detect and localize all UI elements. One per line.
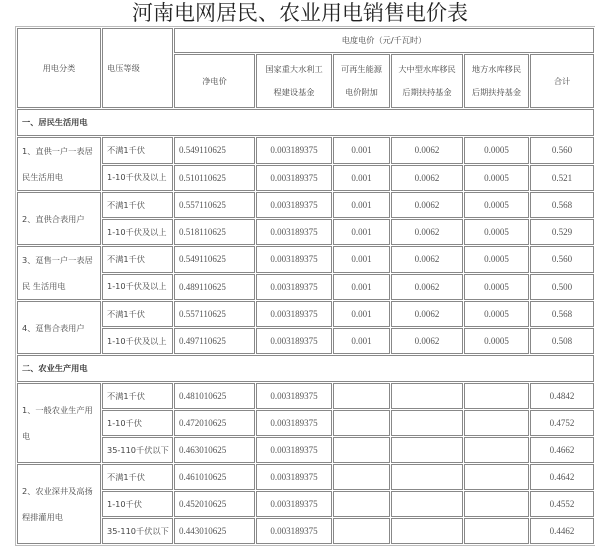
local-reservoir-cell: 0.0005	[464, 192, 529, 218]
renewable-cell: 0.001	[333, 328, 390, 354]
renewable-cell: 0.001	[333, 165, 390, 192]
renewable-cell	[333, 491, 390, 517]
table-row	[17, 410, 594, 436]
net-price-cell: 0.489110625	[174, 274, 255, 301]
water-fund-cell: 0.003189375	[256, 383, 332, 409]
category-cell: 1、直供一户一表居民生活用电	[17, 137, 101, 191]
table-row	[17, 246, 594, 273]
table-row	[17, 464, 594, 490]
section-label: 一、居民生活用电	[17, 109, 594, 136]
large-reservoir-cell: 0.0062	[391, 219, 463, 245]
renewable-cell: 0.001	[333, 137, 390, 164]
large-reservoir-cell: 0.0062	[391, 192, 463, 218]
header-local-reservoir: 地方水库移民 后期扶持基金	[464, 54, 529, 108]
category-cell: 1、一般农业生产用电	[17, 383, 101, 463]
large-reservoir-cell: 0.0062	[391, 328, 463, 354]
local-reservoir-cell	[464, 383, 529, 409]
net-price-cell: 0.510110625	[174, 165, 255, 192]
large-reservoir-cell: 0.0062	[391, 246, 463, 273]
header-renewable: 可再生能源 电价附加	[333, 54, 390, 108]
renewable-cell: 0.001	[333, 192, 390, 218]
local-reservoir-cell: 0.0005	[464, 301, 529, 327]
table-row	[17, 137, 594, 164]
large-reservoir-cell	[391, 410, 463, 436]
water-fund-cell: 0.003189375	[256, 491, 332, 517]
page-title: 河南电网居民、农业用电销售电价表	[132, 1, 468, 25]
table-row	[17, 219, 594, 245]
water-fund-cell: 0.003189375	[256, 464, 332, 490]
renewable-cell	[333, 410, 390, 436]
large-reservoir-cell	[391, 518, 463, 544]
voltage-cell: 不满1千伏	[102, 383, 173, 409]
table-row	[17, 274, 594, 301]
renewable-cell: 0.001	[333, 301, 390, 327]
header-group-price: 电度电价（元/千瓦时）	[174, 28, 594, 53]
total-cell: 0.4662	[530, 437, 594, 463]
table-row	[17, 437, 594, 463]
header-total: 合计	[530, 54, 594, 108]
voltage-cell: 不满1千伏	[102, 192, 173, 218]
net-price-cell: 0.472010625	[174, 410, 255, 436]
net-price-cell: 0.549110625	[174, 246, 255, 273]
net-price-cell: 0.481010625	[174, 383, 255, 409]
voltage-cell: 不满1千伏	[102, 301, 173, 327]
voltage-cell: 1-10千伏	[102, 410, 173, 436]
large-reservoir-cell: 0.0062	[391, 274, 463, 301]
local-reservoir-cell	[464, 464, 529, 490]
large-reservoir-cell: 0.0062	[391, 137, 463, 164]
category-cell: 3、趸售一户一表居民 生活用电	[17, 246, 101, 300]
section-row	[17, 355, 594, 382]
net-price-cell: 0.461010625	[174, 464, 255, 490]
water-fund-cell: 0.003189375	[256, 219, 332, 245]
renewable-cell	[333, 518, 390, 544]
section-label: 二、农业生产用电	[17, 355, 594, 382]
table-row	[17, 518, 594, 544]
header-voltage: 电压等级	[102, 28, 173, 108]
table-row	[17, 383, 594, 409]
total-cell: 0.508	[530, 328, 594, 354]
renewable-cell: 0.001	[333, 274, 390, 301]
header-row-1	[17, 28, 594, 53]
large-reservoir-cell	[391, 383, 463, 409]
voltage-cell: 不满1千伏	[102, 246, 173, 273]
large-reservoir-cell	[391, 464, 463, 490]
net-price-cell: 0.518110625	[174, 219, 255, 245]
table-row	[17, 491, 594, 517]
net-price-cell: 0.557110625	[174, 192, 255, 218]
total-cell: 0.4642	[530, 464, 594, 490]
table-row	[17, 301, 594, 327]
local-reservoir-cell	[464, 491, 529, 517]
price-table	[16, 27, 595, 545]
water-fund-cell: 0.003189375	[256, 192, 332, 218]
header-category: 用电分类	[17, 28, 101, 108]
net-price-cell: 0.452010625	[174, 491, 255, 517]
table-row	[17, 328, 594, 354]
local-reservoir-cell: 0.0005	[464, 137, 529, 164]
category-cell: 2、直供合表用户	[17, 192, 101, 245]
header-large-reservoir: 大中型水库移民 后期扶持基金	[391, 54, 463, 108]
voltage-cell: 35-110千伏以下	[102, 437, 173, 463]
water-fund-cell: 0.003189375	[256, 410, 332, 436]
total-cell: 0.4752	[530, 410, 594, 436]
total-cell: 0.560	[530, 246, 594, 273]
local-reservoir-cell: 0.0005	[464, 328, 529, 354]
category-cell: 4、趸售合表用户	[17, 301, 101, 354]
voltage-cell: 1-10千伏	[102, 491, 173, 517]
voltage-cell: 35-110千伏以下	[102, 518, 173, 544]
header-net-price: 净电价	[174, 54, 255, 108]
water-fund-cell: 0.003189375	[256, 518, 332, 544]
total-cell: 0.500	[530, 274, 594, 301]
water-fund-cell: 0.003189375	[256, 246, 332, 273]
voltage-cell: 1-10千伏及以上	[102, 328, 173, 354]
local-reservoir-cell	[464, 518, 529, 544]
local-reservoir-cell: 0.0005	[464, 165, 529, 192]
net-price-cell: 0.443010625	[174, 518, 255, 544]
voltage-cell: 1-10千伏及以上	[102, 165, 173, 192]
total-cell: 0.4462	[530, 518, 594, 544]
total-cell: 0.529	[530, 219, 594, 245]
water-fund-cell: 0.003189375	[256, 137, 332, 164]
total-cell: 0.4842	[530, 383, 594, 409]
renewable-cell	[333, 383, 390, 409]
large-reservoir-cell	[391, 437, 463, 463]
local-reservoir-cell	[464, 410, 529, 436]
large-reservoir-cell: 0.0062	[391, 301, 463, 327]
large-reservoir-cell: 0.0062	[391, 165, 463, 192]
net-price-cell: 0.497110625	[174, 328, 255, 354]
renewable-cell	[333, 437, 390, 463]
water-fund-cell: 0.003189375	[256, 274, 332, 301]
renewable-cell: 0.001	[333, 219, 390, 245]
total-cell: 0.568	[530, 301, 594, 327]
net-price-cell: 0.549110625	[174, 137, 255, 164]
category-cell: 2、农业深井及高扬程排灌用电	[17, 464, 101, 544]
large-reservoir-cell	[391, 491, 463, 517]
total-cell: 0.568	[530, 192, 594, 218]
renewable-cell: 0.001	[333, 246, 390, 273]
voltage-cell: 1-10千伏及以上	[102, 219, 173, 245]
total-cell: 0.521	[530, 165, 594, 192]
local-reservoir-cell: 0.0005	[464, 246, 529, 273]
voltage-cell: 1-10千伏及以上	[102, 274, 173, 301]
price-table-wrapper	[15, 26, 595, 546]
total-cell: 0.4552	[530, 491, 594, 517]
table-row	[17, 165, 594, 192]
water-fund-cell: 0.003189375	[256, 301, 332, 327]
voltage-cell: 不满1千伏	[102, 464, 173, 490]
water-fund-cell: 0.003189375	[256, 165, 332, 192]
renewable-cell	[333, 464, 390, 490]
net-price-cell: 0.463010625	[174, 437, 255, 463]
local-reservoir-cell	[464, 437, 529, 463]
net-price-cell: 0.557110625	[174, 301, 255, 327]
local-reservoir-cell: 0.0005	[464, 274, 529, 301]
water-fund-cell: 0.003189375	[256, 437, 332, 463]
water-fund-cell: 0.003189375	[256, 328, 332, 354]
header-water-fund: 国家重大水利工 程建设基金	[256, 54, 332, 108]
total-cell: 0.560	[530, 137, 594, 164]
section-row	[17, 109, 594, 136]
voltage-cell: 不满1千伏	[102, 137, 173, 164]
local-reservoir-cell: 0.0005	[464, 219, 529, 245]
table-row	[17, 192, 594, 218]
